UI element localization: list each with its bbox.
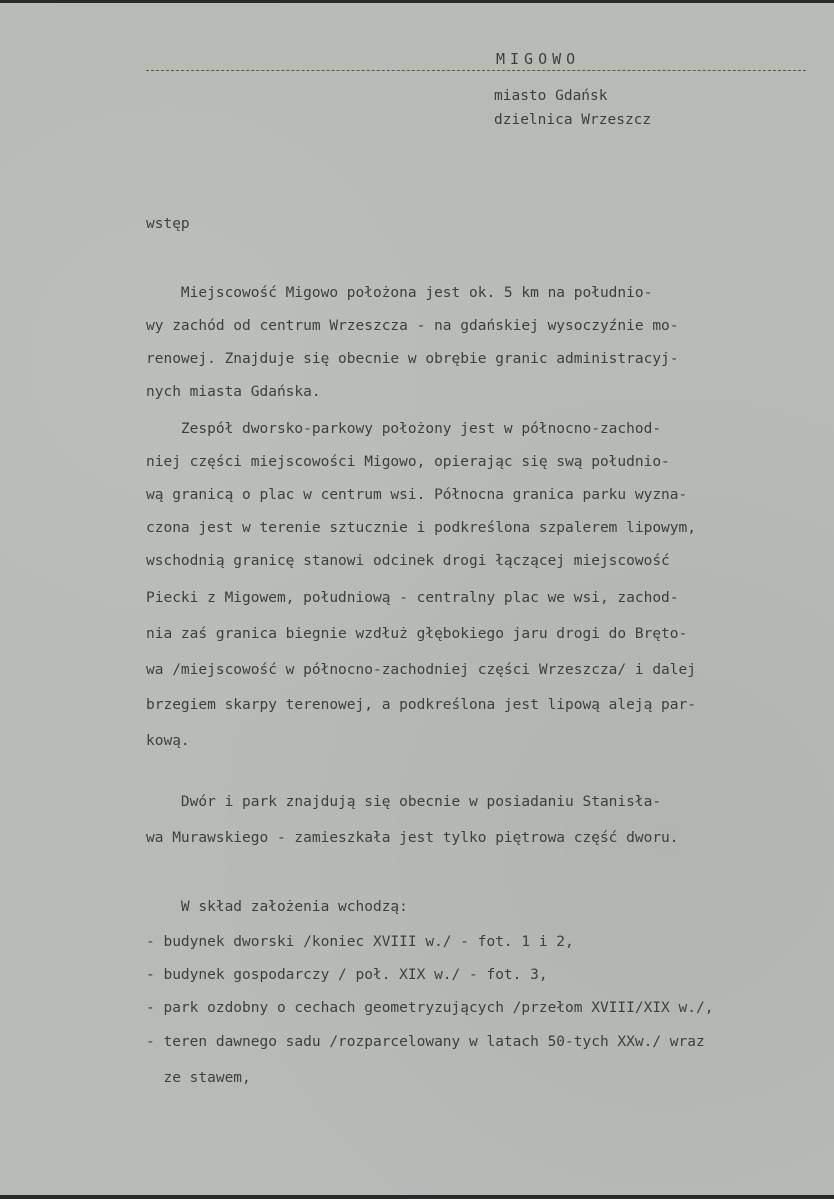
text-line: czona jest w terenie sztucznie i podkreślona szpalerem lipowym, [146, 520, 696, 536]
header-city: miasto Gdańsk [494, 88, 608, 104]
text-line: Dwór i park znajdują się obecnie w posiadaniu Stanisła- [146, 794, 662, 810]
header-dashed-rule [146, 70, 806, 71]
page-bottom-edge [0, 1195, 834, 1199]
text-line: wy zachód od centrum Wrzeszcza - na gdańskiej wysoczyźnie mo- [146, 318, 679, 334]
text-line: niej części miejscowości Migowo, opierając się swą południo- [146, 454, 670, 470]
text-line: nych miasta Gdańska. [146, 384, 321, 400]
text-line: Miejscowość Migowo położona jest ok. 5 km na południo- [146, 285, 653, 301]
text-line: wa /miejscowość w północno-zachodniej części Wrzeszcza/ i dalej [146, 662, 696, 678]
text-line: wschodnią granicę stanowi odcinek drogi łączącej miejscowość [146, 553, 670, 569]
list-item: - park ozdobny o cechach geometryzujących /przełom XVIII/XIX w./, [146, 1000, 714, 1016]
text-line: Zespół dworsko-parkowy położony jest w północno-zachod- [146, 421, 662, 437]
list-item: - budynek dworski /koniec XVIII w./ - fot. 1 i 2, [146, 934, 574, 950]
text-line: kową. [146, 733, 190, 749]
section-label: wstęp [146, 216, 190, 232]
text-line: renowej. Znajduje się obecnie w obrębie granic administracyj- [146, 351, 679, 367]
list-item: - teren dawnego sadu /rozparcelowany w latach 50-tych XXw./ wraz [146, 1034, 705, 1050]
page-top-edge [0, 0, 834, 3]
list-item-continuation: ze stawem, [146, 1070, 251, 1086]
text-line: wa Murawskiego - zamieszkała jest tylko piętrowa część dworu. [146, 830, 679, 846]
text-line: W skład założenia wchodzą: [146, 899, 408, 915]
header-district: dzielnica Wrzeszcz [494, 112, 652, 128]
list-item: - budynek gospodarczy / poł. XIX w./ - fot. 3, [146, 967, 548, 983]
text-line: nia zaś granica biegnie wzdłuż głębokiego jaru drogi do Bręto- [146, 626, 688, 642]
text-line: Piecki z Migowem, południową - centralny plac we wsi, zachod- [146, 590, 679, 606]
text-line: brzegiem skarpy terenowej, a podkreślona jest lipową aleją par- [146, 697, 696, 713]
text-line: wą granicą o plac w centrum wsi. Północna granica parku wyzna- [146, 487, 688, 503]
document-title: MIGOWO [496, 50, 581, 68]
